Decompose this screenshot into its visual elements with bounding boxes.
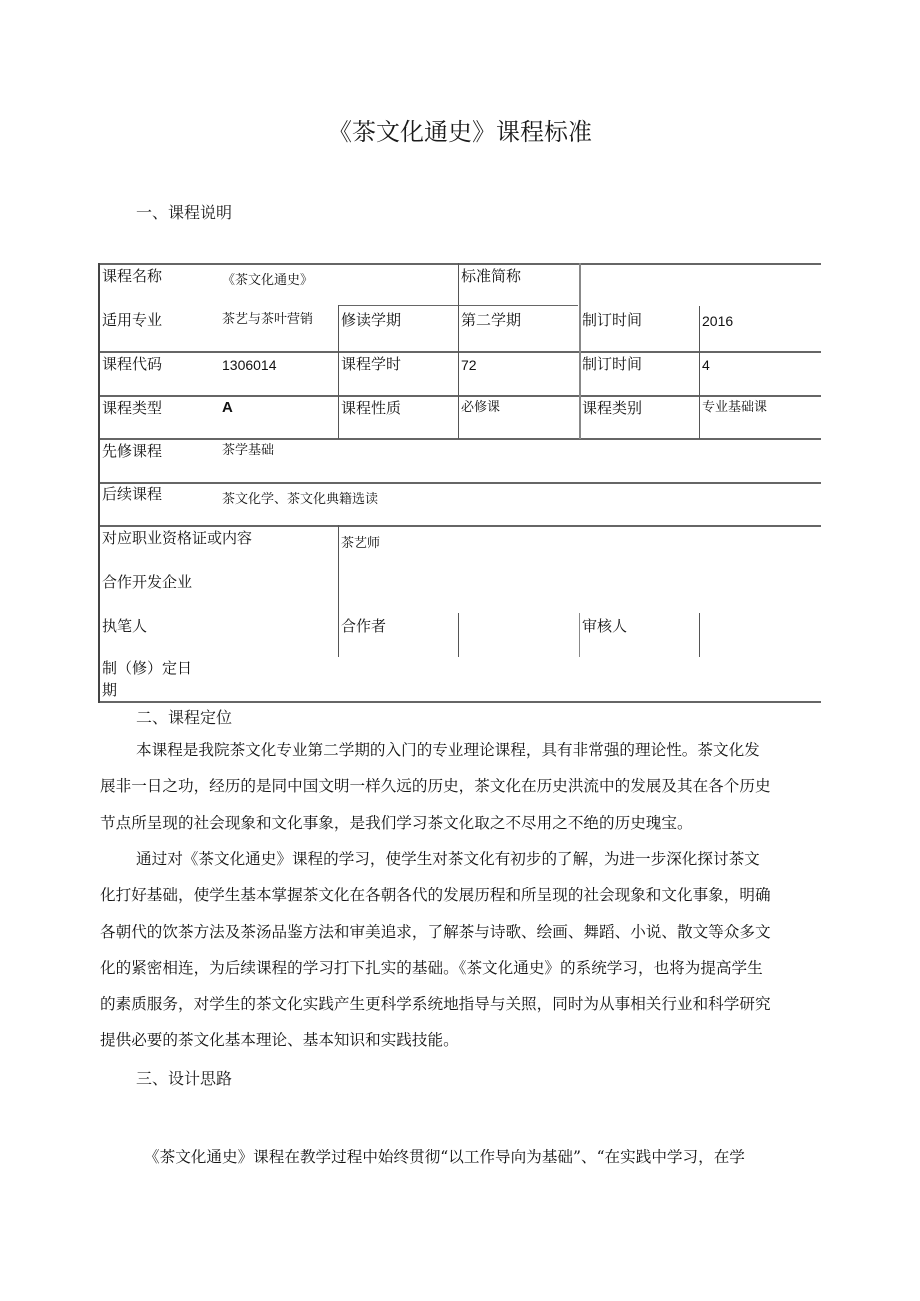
value-study-term: 第二学期: [461, 311, 522, 329]
table-rule-col5-lower: [699, 613, 700, 657]
value-revision-time: 2016: [702, 313, 734, 329]
paragraph-line: 本课程是我院茶文化专业第二学期的入门的专业理论课程，具有非常强的理论性。茶文化发: [136, 741, 760, 759]
value-certification: 茶艺师: [341, 536, 381, 551]
design-paragraph-1: [100, 1139, 822, 1175]
paragraph-line: 化的紧密相连，为后续课程的学习打下扎实的基础。《茶文化通史》的系统学习，也将为提高学生: [100, 958, 763, 977]
section-heading-course-positioning: 二、课程定位: [136, 708, 233, 727]
paragraph-line: 化打好基础，使学生基本掌握茶文化在各朝各代的发展历程和所呈现的社会现象和文化事象，明确: [100, 886, 771, 905]
value-course-type: A: [222, 399, 233, 416]
table-rule-row6: [98, 525, 821, 527]
label-revision-time: 制订时间: [582, 311, 643, 329]
label-course-code: 课程代码: [102, 355, 163, 373]
table-rule-row5: [98, 482, 821, 484]
paragraph-line: 展非一日之功，经历的是同中国文明一样久远的历史，茶文化在历史洪流中的发展及其在各个历史: [100, 777, 771, 796]
course-info-table: [98, 263, 821, 703]
value-course-hours: 72: [461, 357, 477, 373]
paragraph-line: 节点所呈现的社会现象和文化事象，是我们学习茶文化取之不尽用之不绝的历史瑰宝。: [100, 813, 693, 832]
label-standard-abbr: 标准简称: [461, 267, 522, 285]
label-follow-up-courses: 后续课程: [102, 485, 163, 503]
label-course-type: 课程类型: [102, 399, 163, 417]
label-course-name: 课程名称: [102, 267, 163, 285]
positioning-paragraph-2: [100, 841, 822, 1059]
label-course-nature: 课程性质: [341, 399, 402, 417]
paragraph-line: 提供必要的茶文化基本理论、基本知识和实践技能。: [100, 1031, 459, 1050]
table-rule-col4: [579, 263, 581, 439]
label-course-hours: 课程学时: [341, 355, 402, 373]
label-revision-time-2: 制订时间: [582, 355, 643, 373]
table-rule-row2: [98, 351, 821, 353]
section-heading-course-description: 一、课程说明: [136, 203, 233, 222]
value-course-code: 1306014: [222, 357, 277, 373]
paragraph-line: 通过对《茶文化通史》课程的学习，使学生对茶文化有初步的了解，为进一步深化探讨茶文: [136, 850, 760, 868]
positioning-paragraph-1: [100, 732, 822, 841]
value-course-name: 《茶文化通史》: [222, 273, 314, 288]
paragraph-line: 《茶文化通史》课程在教学过程中始终贯彻“以工作导向为基础”、“在实践中学习，在学: [144, 1148, 745, 1166]
table-rule-top: [98, 263, 821, 265]
table-rule-col3: [458, 263, 459, 439]
label-date-line2: 期: [102, 681, 118, 699]
label-study-term: 修读学期: [341, 311, 402, 329]
label-collaborator: 合作者: [341, 617, 387, 635]
table-rule-col3-lower: [458, 613, 459, 657]
table-rule-left: [98, 263, 100, 703]
label-author: 执笔人: [102, 617, 148, 635]
label-applicable-major: 适用专业: [102, 311, 163, 329]
label-prerequisite: 先修课程: [102, 442, 163, 460]
table-rule-col2-lower: [338, 525, 339, 657]
value-prerequisite: 茶学基础: [222, 443, 275, 458]
paragraph-line: 各朝代的饮茶方法及茶汤品鉴方法和审美追求，了解茶与诗歌、绘画、舞蹈、小说、散文等众多文: [100, 922, 771, 941]
value-course-nature: 必修课: [461, 400, 501, 415]
label-certification: 对应职业资格证或内容: [102, 529, 253, 547]
section-heading-design-approach: 三、设计思路: [136, 1069, 233, 1088]
label-date-line1: 制（修）定日: [102, 659, 193, 677]
table-rule-col5: [699, 306, 700, 439]
label-reviewer: 审核人: [582, 617, 628, 635]
value-course-category: 专业基础课: [702, 400, 768, 415]
document-title: 《茶文化通史》课程标准: [328, 118, 592, 146]
table-rule-bottom: [98, 701, 821, 703]
table-rule-col2: [338, 305, 339, 439]
table-rule-col4-lower: [579, 613, 580, 657]
label-partner-enterprise: 合作开发企业: [102, 573, 193, 591]
value-follow-up-courses: 茶文化学、茶文化典籍选读: [222, 492, 379, 507]
label-course-category: 课程类别: [582, 399, 643, 417]
paragraph-line: 的素质服务，对学生的茶文化实践产生更科学系统地指导与关照，同时为从事相关行业和科学研究: [100, 995, 771, 1014]
table-rule-row4: [98, 438, 821, 440]
value-applicable-major: 茶艺与茶叶营销: [222, 312, 314, 327]
table-rule-row3: [98, 395, 821, 397]
value-revision-time-2: 4: [702, 357, 710, 373]
